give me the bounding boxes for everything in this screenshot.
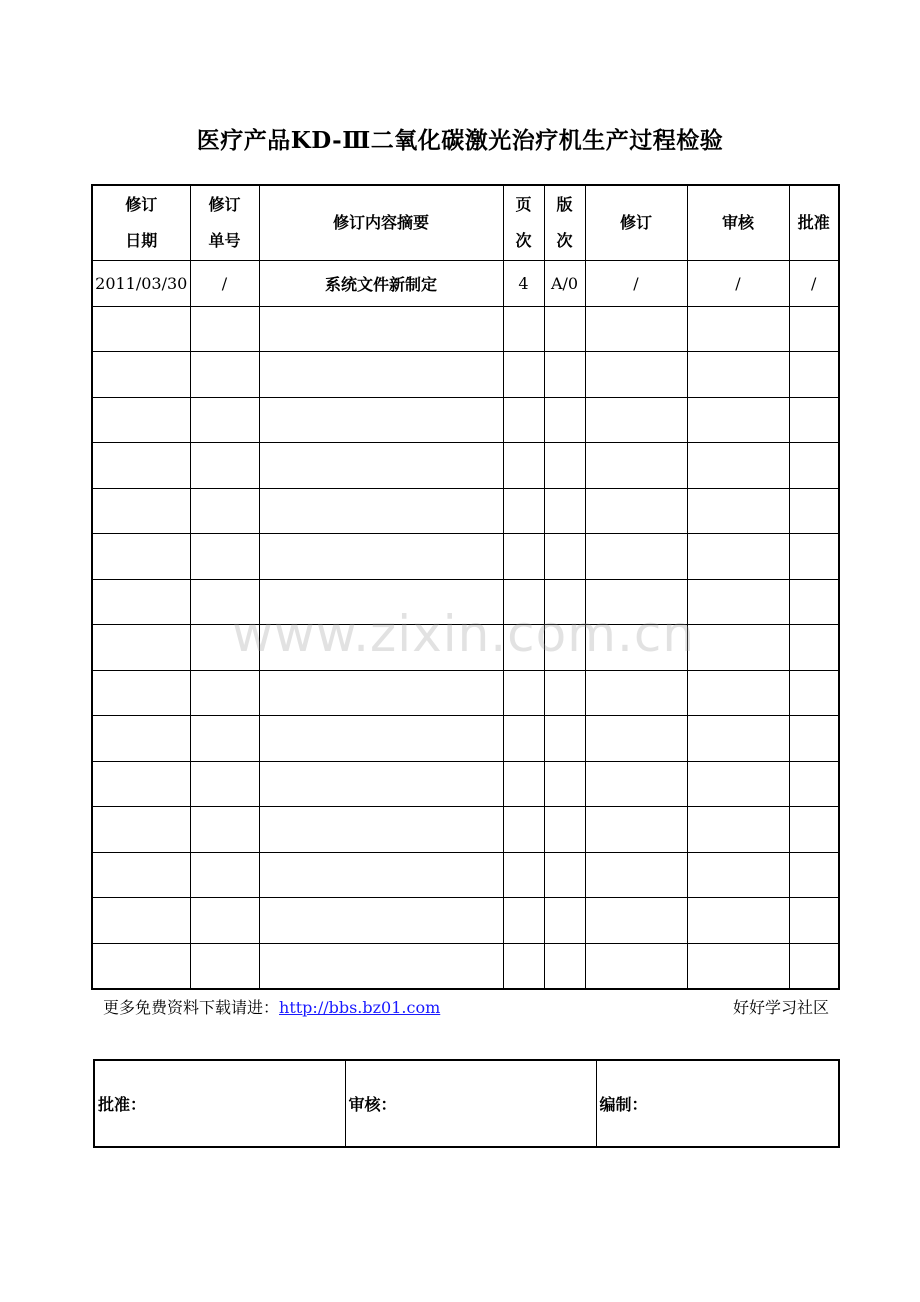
- empty-cell: [544, 716, 585, 762]
- empty-cell: [789, 761, 839, 807]
- empty-cell: [92, 670, 190, 716]
- empty-cell: [544, 852, 585, 898]
- empty-cell: [789, 306, 839, 352]
- empty-cell: [585, 306, 687, 352]
- empty-cell: [259, 852, 503, 898]
- table-row: [92, 261, 839, 307]
- empty-cell: [503, 670, 544, 716]
- cell-number: /: [190, 261, 259, 307]
- empty-cell: [687, 352, 789, 398]
- empty-cell: [259, 352, 503, 398]
- header-date: 修订 日期: [92, 185, 190, 261]
- empty-cell: [585, 943, 687, 989]
- empty-cell: [503, 443, 544, 489]
- table-row: [92, 488, 839, 534]
- empty-cell: [190, 852, 259, 898]
- empty-cell: [687, 943, 789, 989]
- empty-cell: [585, 761, 687, 807]
- header-reviewed: 审核: [687, 185, 789, 261]
- empty-cell: [190, 579, 259, 625]
- table-row: [92, 761, 839, 807]
- header-number: 修订 单号: [190, 185, 259, 261]
- watermark: www.zixin.com.cn: [232, 605, 696, 663]
- empty-cell: [544, 306, 585, 352]
- empty-cell: [544, 397, 585, 443]
- empty-cell: [259, 443, 503, 489]
- empty-cell: [259, 534, 503, 580]
- empty-cell: [190, 943, 259, 989]
- empty-cell: [503, 807, 544, 853]
- header-summary: 修订内容摘要: [259, 185, 503, 261]
- empty-cell: [544, 443, 585, 489]
- empty-cell: [92, 352, 190, 398]
- empty-cell: [544, 625, 585, 671]
- table-row: [92, 898, 839, 944]
- empty-cell: [789, 716, 839, 762]
- table-row: [92, 852, 839, 898]
- header-revised: 修订: [585, 185, 687, 261]
- table-row: [92, 670, 839, 716]
- empty-cell: [259, 625, 503, 671]
- empty-cell: [585, 352, 687, 398]
- signature-row: [94, 1060, 839, 1147]
- table-row: [92, 716, 839, 762]
- empty-cell: [92, 625, 190, 671]
- empty-cell: [190, 352, 259, 398]
- empty-cell: [259, 306, 503, 352]
- empty-cell: [687, 397, 789, 443]
- empty-cell: [92, 443, 190, 489]
- footer-right-text: 好好学习社区: [732, 998, 829, 1017]
- header-row: [92, 185, 839, 261]
- empty-cell: [585, 488, 687, 534]
- empty-cell: [544, 898, 585, 944]
- empty-cell: [259, 807, 503, 853]
- empty-cell: [92, 852, 190, 898]
- header-version: 版 次: [544, 185, 585, 261]
- empty-cell: [503, 852, 544, 898]
- empty-cell: [92, 943, 190, 989]
- empty-cell: [585, 397, 687, 443]
- empty-cell: [259, 579, 503, 625]
- empty-cell: [789, 534, 839, 580]
- empty-cell: [259, 716, 503, 762]
- empty-cell: [687, 579, 789, 625]
- empty-cell: [190, 716, 259, 762]
- table-row: [92, 579, 839, 625]
- empty-cell: [789, 943, 839, 989]
- empty-cell: [789, 579, 839, 625]
- empty-cell: [190, 898, 259, 944]
- empty-cell: [190, 306, 259, 352]
- empty-cell: [687, 625, 789, 671]
- empty-cell: [503, 898, 544, 944]
- empty-cell: [789, 670, 839, 716]
- cell-approved: /: [789, 261, 839, 307]
- empty-cell: [544, 488, 585, 534]
- approve-label: 批准：: [94, 1060, 345, 1147]
- signature-table: [93, 1059, 840, 1148]
- empty-cell: [92, 898, 190, 944]
- header-page: 页 次: [503, 185, 544, 261]
- empty-cell: [687, 488, 789, 534]
- empty-cell: [585, 579, 687, 625]
- table-row: [92, 397, 839, 443]
- header-approved: 批准: [789, 185, 839, 261]
- footer-left-text: 更多免费资料下载请进：: [103, 998, 280, 1017]
- cell-date: 2011/03/30: [92, 261, 190, 307]
- table-row: [92, 807, 839, 853]
- empty-cell: [503, 625, 544, 671]
- empty-cell: [259, 397, 503, 443]
- empty-cell: [503, 397, 544, 443]
- empty-cell: [585, 670, 687, 716]
- empty-cell: [687, 807, 789, 853]
- empty-cell: [92, 488, 190, 534]
- empty-cell: [789, 852, 839, 898]
- revision-table: [91, 184, 840, 990]
- empty-cell: [92, 397, 190, 443]
- empty-cell: [687, 670, 789, 716]
- empty-cell: [789, 807, 839, 853]
- empty-cell: [544, 670, 585, 716]
- empty-cell: [789, 397, 839, 443]
- empty-cell: [544, 534, 585, 580]
- table-row: [92, 306, 839, 352]
- cell-reviewed: /: [687, 261, 789, 307]
- empty-cell: [190, 670, 259, 716]
- empty-cell: [789, 488, 839, 534]
- empty-cell: [585, 625, 687, 671]
- compile-label: 编制：: [596, 1060, 839, 1147]
- empty-cell: [503, 306, 544, 352]
- empty-cell: [789, 898, 839, 944]
- empty-cell: [585, 716, 687, 762]
- empty-cell: [585, 807, 687, 853]
- empty-cell: [259, 761, 503, 807]
- empty-cell: [503, 534, 544, 580]
- empty-cell: [190, 807, 259, 853]
- empty-cell: [190, 534, 259, 580]
- empty-cell: [92, 716, 190, 762]
- cell-revised: /: [585, 261, 687, 307]
- empty-cell: [585, 898, 687, 944]
- cell-page: 4: [503, 261, 544, 307]
- empty-cell: [190, 397, 259, 443]
- empty-cell: [585, 852, 687, 898]
- empty-cell: [190, 443, 259, 489]
- empty-cell: [259, 898, 503, 944]
- empty-cell: [259, 943, 503, 989]
- empty-cell: [687, 852, 789, 898]
- empty-cell: [585, 443, 687, 489]
- table-row: [92, 534, 839, 580]
- table-row: [92, 443, 839, 489]
- empty-cell: [687, 534, 789, 580]
- cell-summary: 系统文件新制定: [259, 261, 503, 307]
- empty-cell: [544, 579, 585, 625]
- empty-cell: [789, 443, 839, 489]
- document-title: 医疗产品KD-Ⅲ二氧化碳激光治疗机生产过程检验: [196, 127, 724, 154]
- empty-cell: [92, 579, 190, 625]
- empty-cell: [687, 898, 789, 944]
- table-row: [92, 625, 839, 671]
- empty-cell: [544, 943, 585, 989]
- review-label: 审核：: [345, 1060, 596, 1147]
- empty-cell: [190, 761, 259, 807]
- empty-cell: [789, 352, 839, 398]
- empty-cell: [503, 579, 544, 625]
- table-row: [92, 943, 839, 989]
- empty-cell: [503, 943, 544, 989]
- empty-cell: [544, 761, 585, 807]
- table-row: [92, 352, 839, 398]
- empty-cell: [259, 488, 503, 534]
- empty-cell: [687, 306, 789, 352]
- empty-cell: [503, 761, 544, 807]
- empty-cell: [92, 807, 190, 853]
- empty-cell: [259, 670, 503, 716]
- footer-left: [103, 995, 440, 1018]
- empty-cell: [503, 716, 544, 762]
- cell-version: A/0: [544, 261, 585, 307]
- empty-cell: [190, 625, 259, 671]
- empty-cell: [92, 306, 190, 352]
- empty-cell: [544, 352, 585, 398]
- empty-cell: [585, 534, 687, 580]
- empty-cell: [503, 352, 544, 398]
- empty-cell: [687, 716, 789, 762]
- empty-cell: [503, 488, 544, 534]
- empty-cell: [190, 488, 259, 534]
- empty-cell: [687, 443, 789, 489]
- empty-cell: [92, 534, 190, 580]
- empty-cell: [544, 807, 585, 853]
- empty-cell: [687, 761, 789, 807]
- empty-cell: [789, 625, 839, 671]
- footer-link[interactable]: http://bbs.bz01.com: [279, 998, 441, 1017]
- empty-cell: [92, 761, 190, 807]
